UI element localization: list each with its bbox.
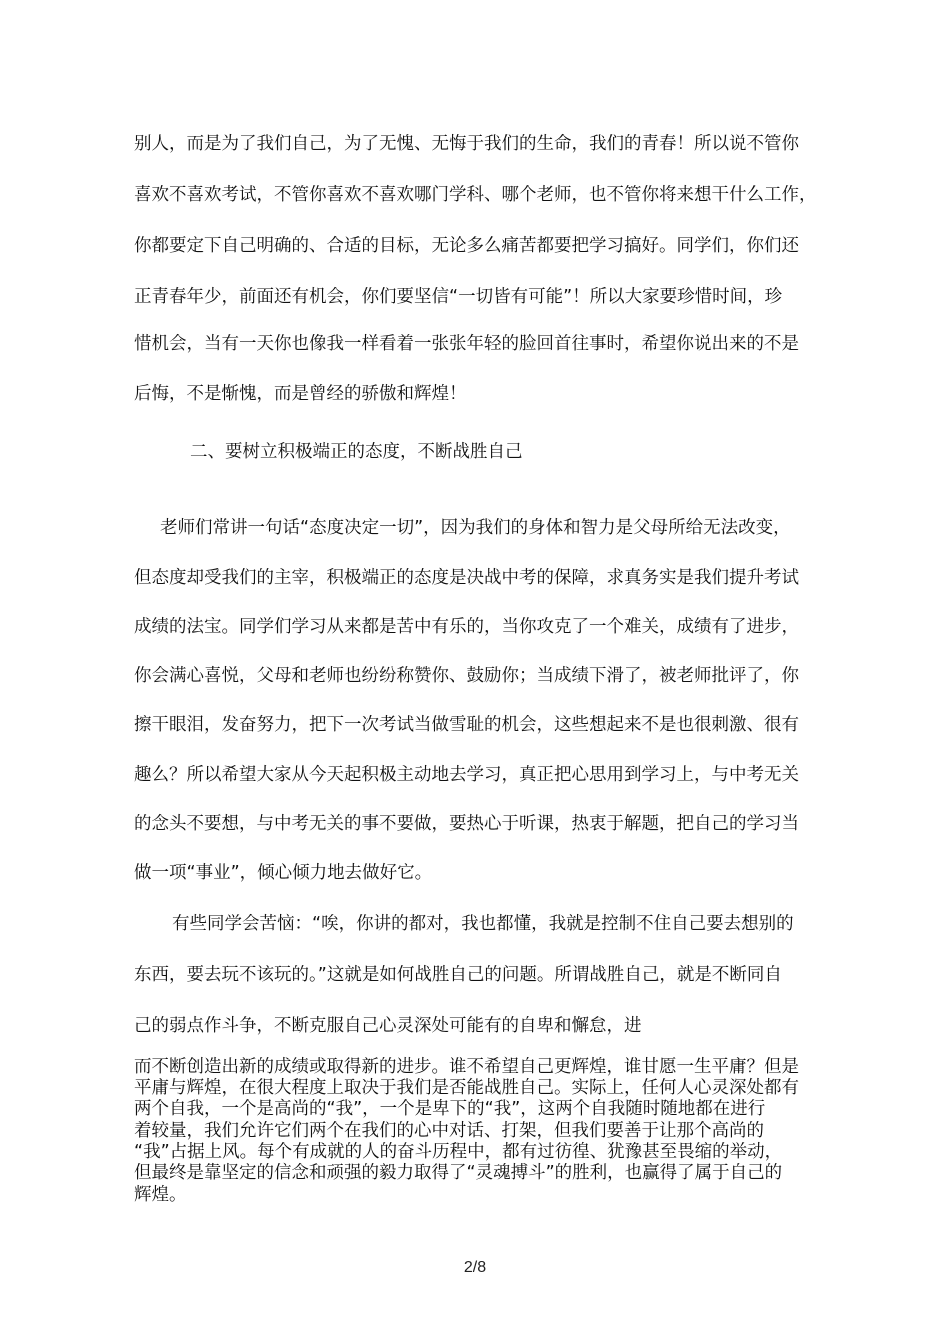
paragraph-line: 喜欢不喜欢考试，不管你喜欢不喜欢哪门学科、哪个老师，也不管你将来想干什么工作， — [134, 185, 817, 205]
paragraph-line: 但最终是靠坚定的信念和顽强的毅力取得了“灵魂搏斗”的胜利，也赢得了属于自己的 — [134, 1163, 783, 1183]
paragraph-line: 成绩的法宝。同学们学习从来都是苦中有乐的，当你攻克了一个难关，成绩有了进步， — [134, 617, 799, 637]
paragraph-line: 别人，而是为了我们自己，为了无愧、无悔于我们的生命，我们的青春！所以说不管你 — [134, 134, 799, 154]
paragraph-line: 着较量，我们允许它们两个在我们的心中对话、打架，但我们要善于让那个高尚的 — [134, 1121, 764, 1141]
paragraph-line: “我”占据上风。每个有成就的人的奋斗历程中，都有过彷徨、犹豫甚至畏缩的举动， — [134, 1142, 783, 1162]
paragraph-line: 后悔，不是惭愧，而是曾经的骄傲和辉煌！ — [134, 384, 467, 404]
section-heading: 二、要树立积极端正的态度，不断战胜自己 — [190, 442, 523, 462]
paragraph-line: 趣么？所以希望大家从今天起积极主动地去学习，真正把心思用到学习上，与中考无关 — [134, 765, 799, 785]
paragraph-line: 两个自我，一个是高尚的“我”，一个是卑下的“我”，这两个自我随时随地都在进行 — [134, 1099, 766, 1119]
paragraph-line: 正青春年少，前面还有机会，你们要坚信“一切皆有可能”！所以大家要珍惜时间，珍 — [134, 287, 783, 307]
paragraph-line: 惜机会，当有一天你也像我一样看着一张张年轻的脸回首往事时，希望你说出来的不是 — [134, 334, 799, 354]
paragraph-line: 做一项“事业”，倾心倾力地去做好它。 — [134, 863, 433, 883]
paragraph-line: 老师们常讲一句话“态度决定一切”，因为我们的身体和智力是父母所给无法改变， — [160, 518, 791, 538]
paragraph-line: 有些同学会苦恼：“唉，你讲的都对，我也都懂，我就是控制不住自己要去想别的 — [172, 914, 794, 934]
paragraph-line: 的念头不要想，与中考无关的事不要做，要热心于听课，热衷于解题，把自己的学习当 — [134, 814, 799, 834]
paragraph-line: 辉煌。 — [134, 1185, 187, 1205]
paragraph-line: 东西，要去玩不该玩的。”这就是如何战胜自己的问题。所谓战胜自己，就是不断同自 — [134, 965, 782, 985]
paragraph-line: 你都要定下自己明确的、合适的目标，无论多么痛苦都要把学习搞好。同学们，你们还 — [134, 236, 799, 256]
paragraph-line: 擦干眼泪，发奋努力，把下一次考试当做雪耻的机会，这些想起来不是也很刺激、很有 — [134, 715, 799, 735]
paragraph-line: 你会满心喜悦，父母和老师也纷纷称赞你、鼓励你；当成绩下滑了，被老师批评了，你 — [134, 666, 799, 686]
paragraph-line: 而不断创造出新的成绩或取得新的进步。谁不希望自己更辉煌，谁甘愿一生平庸？但是 — [134, 1057, 799, 1077]
paragraph-line: 但态度却受我们的主宰，积极端正的态度是决战中考的保障，求真务实是我们提升考试 — [134, 568, 799, 588]
paragraph-line: 己的弱点作斗争，不断克服自己心灵深处可能有的自卑和懈怠，进 — [134, 1016, 642, 1036]
page-number: 2/8 — [463, 1259, 487, 1276]
paragraph-line: 平庸与辉煌，在很大程度上取决于我们是否能战胜自己。实际上，任何人心灵深处都有 — [134, 1078, 799, 1098]
